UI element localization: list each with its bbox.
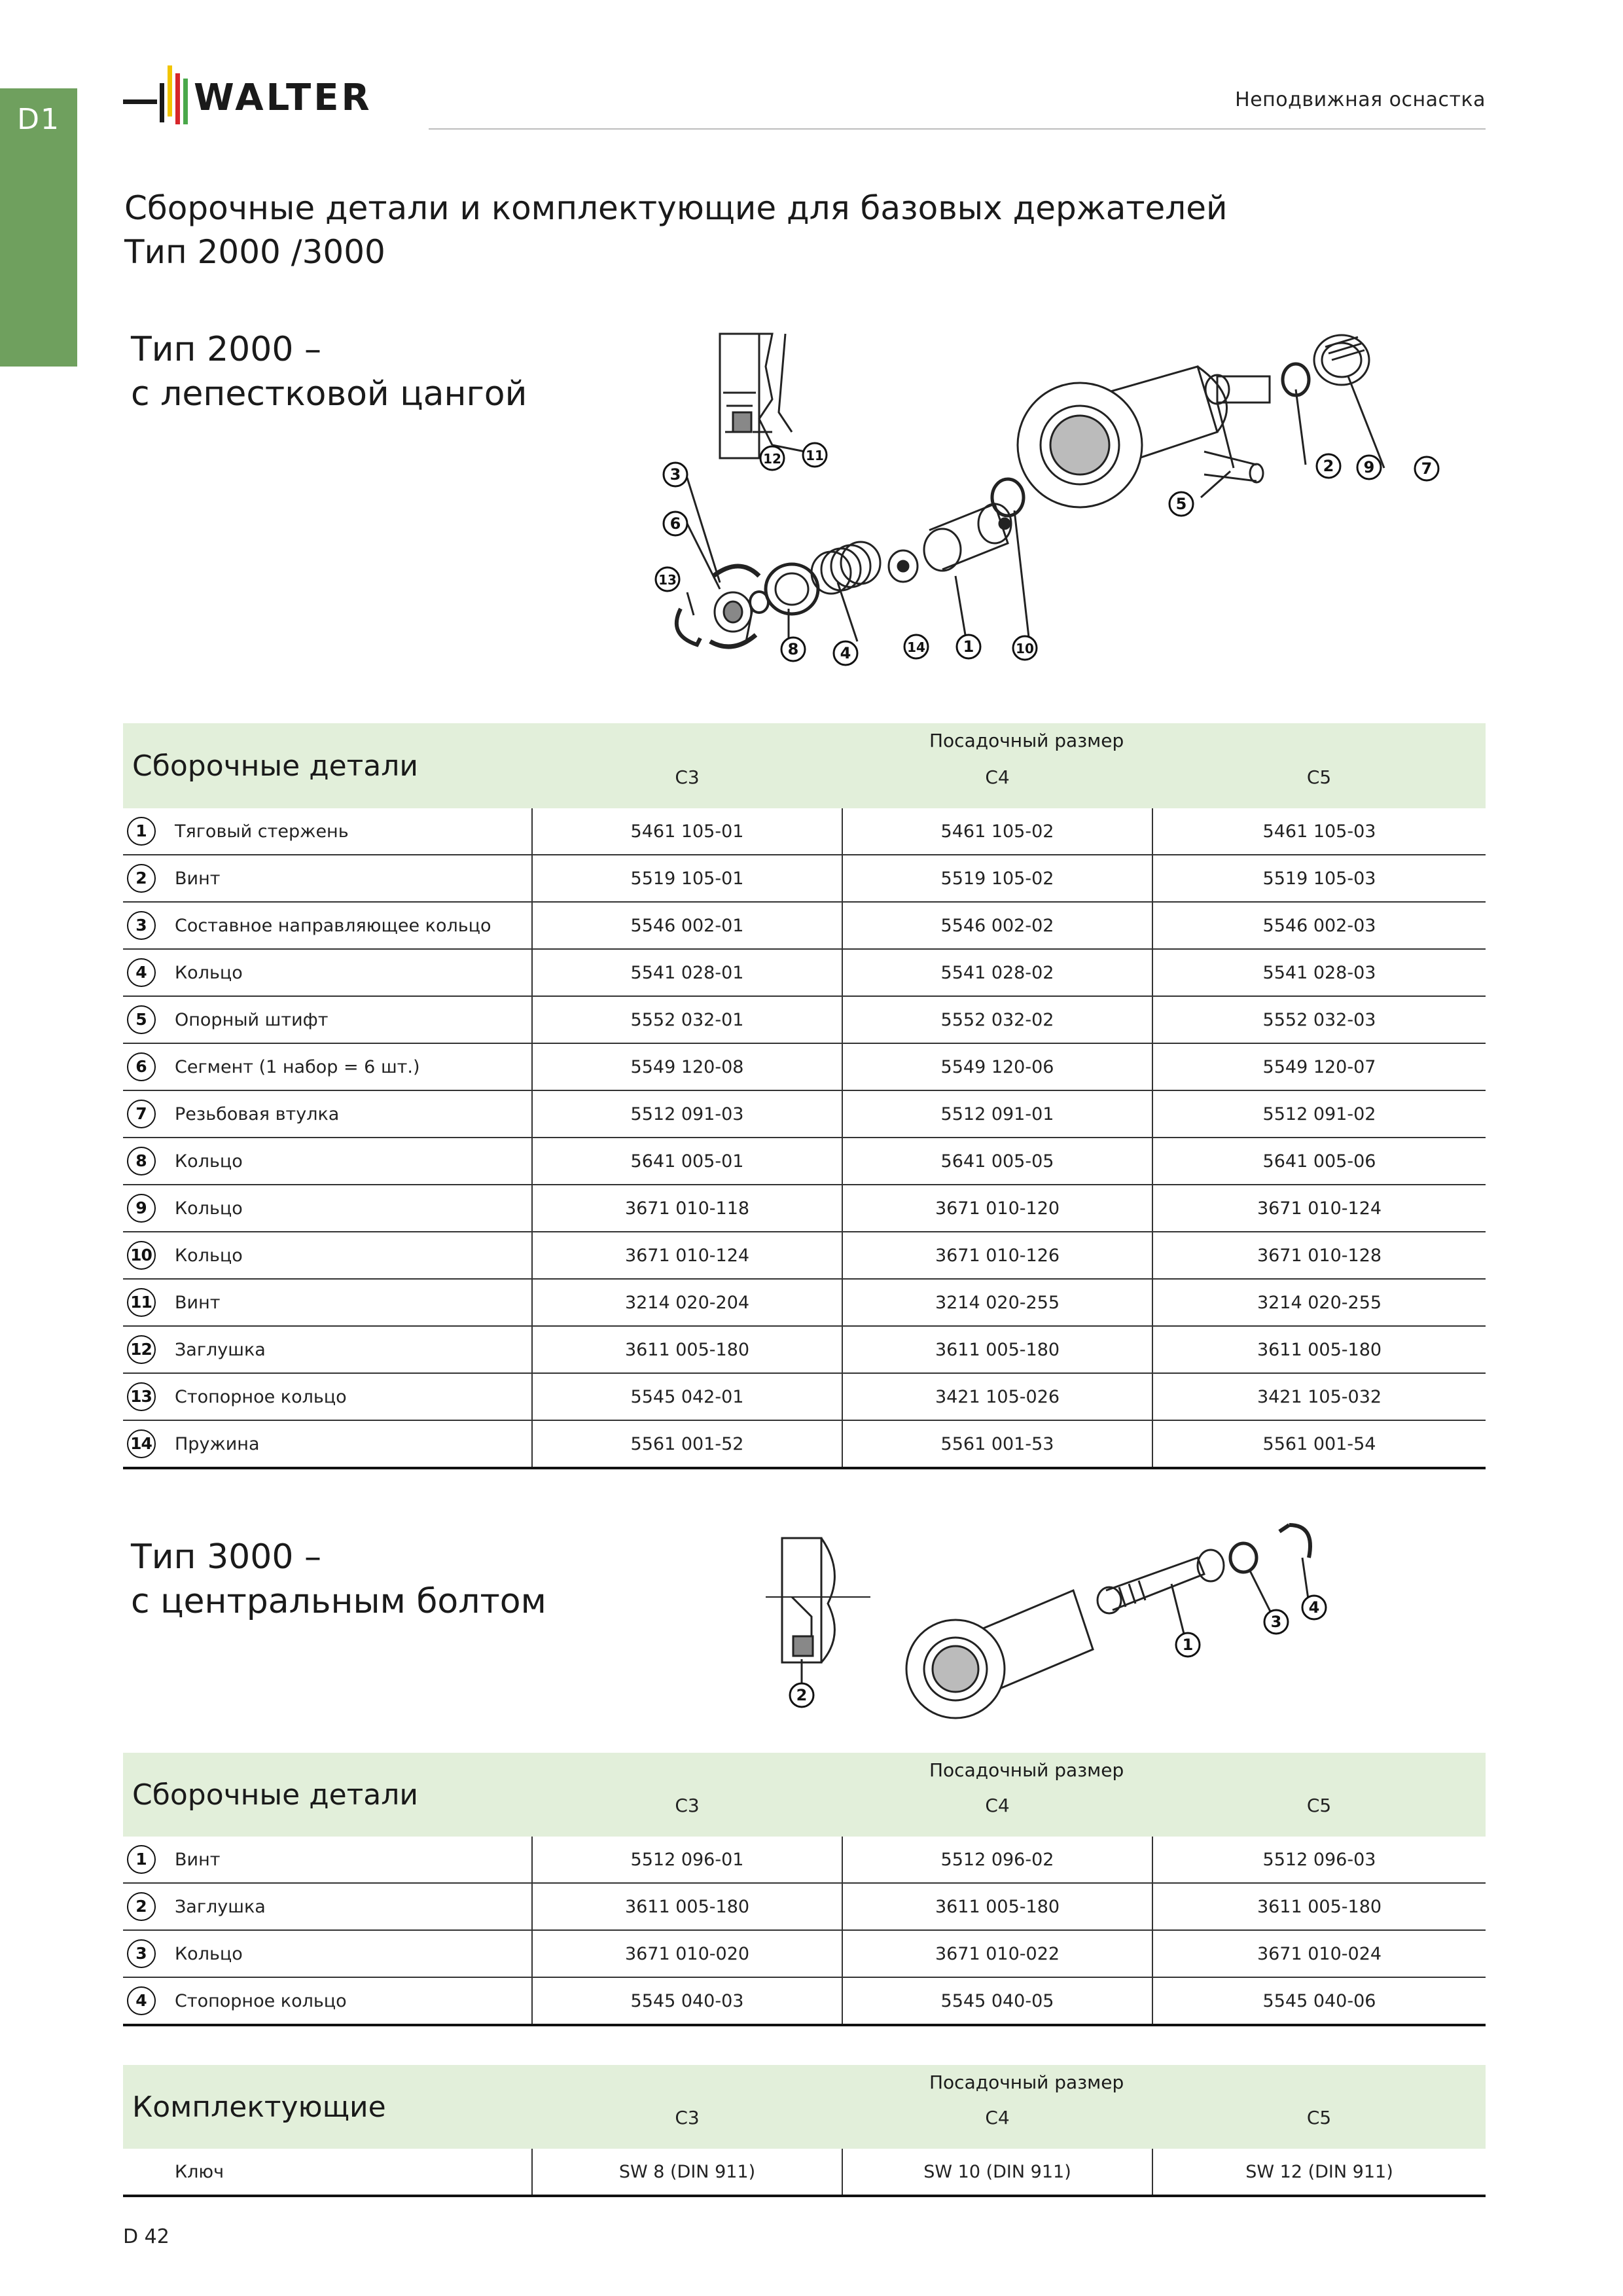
- part-name: Резьбовая втулка: [159, 1090, 532, 1138]
- item-number: [123, 1373, 159, 1420]
- page-number: D 42: [123, 2225, 169, 2248]
- part-number-c3: 5552 032-01: [532, 996, 842, 1043]
- table-row: [123, 1883, 1486, 1930]
- part-number-c5: 5561 001-54: [1152, 1420, 1486, 1468]
- svg-text:4: 4: [840, 644, 851, 662]
- table-row: [123, 1185, 1486, 1232]
- svg-text:7: 7: [1421, 459, 1433, 478]
- item-number: [123, 2149, 159, 2196]
- callout-5: [1169, 492, 1193, 516]
- type3000-parts-table: [123, 1753, 1486, 2026]
- part-number-c4: 5461 105-02: [842, 808, 1152, 855]
- size-c4: C4: [842, 1791, 1152, 1837]
- item-number-badge: 11: [127, 1288, 156, 1317]
- part-number-c5: 3611 005-180: [1152, 1883, 1486, 1930]
- svg-text:8: 8: [787, 640, 799, 658]
- item-number-badge: 2: [127, 1892, 156, 1921]
- svg-text:2: 2: [796, 1686, 808, 1704]
- part-number-c3: 3671 010-118: [532, 1185, 842, 1232]
- part-number-c4: 5545 040-05: [842, 1977, 1152, 2025]
- part-number-c5: 3214 020-255: [1152, 1279, 1486, 1326]
- callout-12: [760, 446, 784, 470]
- callout-2: [790, 1683, 813, 1707]
- item-number-badge: 1: [127, 817, 156, 846]
- type3000-title-line1: Тип 3000 –: [131, 1537, 321, 1577]
- part-number-c3: SW 8 (DIN 911): [532, 2149, 842, 2196]
- size-c5: C5: [1152, 1791, 1486, 1837]
- section-label: Неподвижная оснастка: [1235, 88, 1486, 111]
- table-row: [123, 1232, 1486, 1279]
- callout-13: [656, 567, 679, 591]
- table-row: [123, 808, 1486, 855]
- part-number-c4: 5641 005-05: [842, 1138, 1152, 1185]
- part-number-c4: 3611 005-180: [842, 1326, 1152, 1373]
- svg-text:3: 3: [1270, 1613, 1282, 1631]
- item-number-badge: 8: [127, 1147, 156, 1175]
- part-number-c4: 3671 010-022: [842, 1930, 1152, 1977]
- item-number: [123, 1326, 159, 1373]
- part-number-c3: 5512 096-01: [532, 1837, 842, 1883]
- table-row: [123, 996, 1486, 1043]
- item-number-badge: 3: [127, 1939, 156, 1968]
- page-title: [124, 187, 1227, 274]
- part-number-c5: 3671 010-128: [1152, 1232, 1486, 1279]
- item-number: [123, 1977, 159, 2025]
- table-title: Сборочные детали: [123, 723, 532, 808]
- item-number-badge: 4: [127, 1986, 156, 2015]
- part-number-c3: 5545 040-03: [532, 1977, 842, 2025]
- part-number-c3: 5519 105-01: [532, 855, 842, 902]
- table-title: Сборочные детали: [123, 1753, 532, 1837]
- part-name: Тяговый стержень: [159, 808, 532, 855]
- part-number-c4: 5549 120-06: [842, 1043, 1152, 1090]
- part-number-c3: 5512 091-03: [532, 1090, 842, 1138]
- part-number-c3: 3671 010-124: [532, 1232, 842, 1279]
- table-row: [123, 1279, 1486, 1326]
- part-name: Кольцо: [159, 1232, 532, 1279]
- table-row: [123, 1420, 1486, 1468]
- part-number-c5: 5641 005-06: [1152, 1138, 1486, 1185]
- size-c3: C3: [532, 1791, 842, 1837]
- item-number-badge: 9: [127, 1194, 156, 1223]
- callout-11: [803, 443, 827, 467]
- svg-text:4: 4: [1308, 1598, 1320, 1617]
- size-c4: C4: [842, 2103, 1152, 2149]
- size-c3: C3: [532, 762, 842, 808]
- chapter-tab-label: D1: [17, 103, 60, 136]
- logo-wordmark: WALTER: [194, 77, 372, 119]
- fit-size-label: Посадочный размер: [929, 1759, 1124, 1781]
- part-number-c3: 5549 120-08: [532, 1043, 842, 1090]
- part-name: Заглушка: [159, 1326, 532, 1373]
- size-c3: C3: [532, 2103, 842, 2149]
- svg-text:13: 13: [658, 572, 677, 588]
- table-row: [123, 1090, 1486, 1138]
- item-number: [123, 1043, 159, 1090]
- item-number: [123, 1232, 159, 1279]
- callout-3: [1264, 1610, 1288, 1634]
- part-number-c4: SW 10 (DIN 911): [842, 2149, 1152, 2196]
- svg-text:9: 9: [1363, 458, 1375, 476]
- part-number-c5: 5546 002-03: [1152, 902, 1486, 949]
- fit-size-label: Посадочный размер: [929, 730, 1124, 751]
- svg-text:3: 3: [669, 465, 681, 484]
- size-c5: C5: [1152, 2103, 1486, 2149]
- part-number-c3: 5461 105-01: [532, 808, 842, 855]
- svg-text:12: 12: [763, 451, 781, 467]
- table-row: [123, 855, 1486, 902]
- part-number-c3: 3214 020-204: [532, 1279, 842, 1326]
- item-number-badge: 14: [127, 1429, 156, 1458]
- part-number-c5: 5461 105-03: [1152, 808, 1486, 855]
- table-row: [123, 1977, 1486, 2025]
- callout-8: [781, 637, 805, 661]
- table-row: [123, 1043, 1486, 1090]
- part-name: Кольцо: [159, 1930, 532, 1977]
- page-title-line2: Тип 2000 /3000: [124, 233, 385, 271]
- chapter-tab: [0, 88, 77, 367]
- item-number: [123, 1420, 159, 1468]
- part-number-c4: 5541 028-02: [842, 949, 1152, 996]
- item-number: [123, 1279, 159, 1326]
- svg-text:1: 1: [1182, 1636, 1194, 1654]
- callout-3: [664, 463, 687, 486]
- callout-4: [834, 641, 857, 665]
- svg-text:10: 10: [1016, 641, 1034, 656]
- part-number-c3: 3611 005-180: [532, 1883, 842, 1930]
- item-number: [123, 855, 159, 902]
- svg-text:6: 6: [669, 514, 681, 533]
- item-number: [123, 1185, 159, 1232]
- item-number-badge: 10: [127, 1241, 156, 1270]
- callout-1: [957, 635, 980, 658]
- part-number-c4: 3671 010-120: [842, 1185, 1152, 1232]
- header-divider: [429, 128, 1486, 130]
- part-name: Пружина: [159, 1420, 532, 1468]
- callout-1: [1176, 1633, 1200, 1657]
- part-number-c4: 5519 105-02: [842, 855, 1152, 902]
- part-number-c5: 5512 096-03: [1152, 1837, 1486, 1883]
- part-number-c3: 5641 005-01: [532, 1138, 842, 1185]
- part-number-c5: 5519 105-03: [1152, 855, 1486, 902]
- table-row: [123, 1326, 1486, 1373]
- svg-text:1: 1: [963, 637, 974, 656]
- part-number-c3: 5561 001-52: [532, 1420, 842, 1468]
- part-number-c5: SW 12 (DIN 911): [1152, 2149, 1486, 2196]
- callout-9: [1357, 456, 1381, 479]
- part-name: Винт: [159, 855, 532, 902]
- table-row: [123, 949, 1486, 996]
- part-number-c3: 3611 005-180: [532, 1326, 842, 1373]
- type3000-title-line2: с центральным болтом: [131, 1582, 546, 1621]
- callout-10: [1013, 636, 1037, 660]
- part-number-c5: 5545 040-06: [1152, 1977, 1486, 2025]
- part-name: Заглушка: [159, 1883, 532, 1930]
- part-name: Сегмент (1 набор = 6 шт.): [159, 1043, 532, 1090]
- part-name: Опорный штифт: [159, 996, 532, 1043]
- type2000-title: [131, 327, 527, 416]
- item-number-badge: 12: [127, 1335, 156, 1364]
- part-number-c4: 5512 091-01: [842, 1090, 1152, 1138]
- fit-size-label: Посадочный размер: [929, 2072, 1124, 2093]
- part-number-c3: 3671 010-020: [532, 1930, 842, 1977]
- part-number-c4: 3214 020-255: [842, 1279, 1152, 1326]
- part-name: Ключ: [159, 2149, 532, 2196]
- part-number-c4: 5552 032-02: [842, 996, 1152, 1043]
- item-number: [123, 1138, 159, 1185]
- item-number: [123, 1837, 159, 1883]
- svg-text:2: 2: [1323, 457, 1334, 475]
- item-number-badge: 13: [127, 1382, 156, 1411]
- callout-7: [1415, 457, 1438, 480]
- part-number-c4: 5561 001-53: [842, 1420, 1152, 1468]
- part-number-c5: 3671 010-024: [1152, 1930, 1486, 1977]
- size-c4: C4: [842, 762, 1152, 808]
- part-name: Винт: [159, 1837, 532, 1883]
- part-number-c4: 5546 002-02: [842, 902, 1152, 949]
- part-number-c4: 3671 010-126: [842, 1232, 1152, 1279]
- callout-6: [664, 512, 687, 535]
- part-number-c5: 5552 032-03: [1152, 996, 1486, 1043]
- item-number-badge: 4: [127, 958, 156, 987]
- item-number-badge: 1: [127, 1845, 156, 1874]
- item-number-badge: 7: [127, 1100, 156, 1128]
- part-number-c3: 5545 042-01: [532, 1373, 842, 1420]
- item-number-badge: 2: [127, 864, 156, 893]
- walter-logo: [123, 60, 404, 132]
- part-number-c5: 5541 028-03: [1152, 949, 1486, 996]
- item-number: [123, 1090, 159, 1138]
- part-number-c5: 3421 105-032: [1152, 1373, 1486, 1420]
- part-number-c3: 5541 028-01: [532, 949, 842, 996]
- table-row: [123, 902, 1486, 949]
- part-name: Стопорное кольцо: [159, 1373, 532, 1420]
- item-number: [123, 1883, 159, 1930]
- accessories-table: [123, 2065, 1486, 2197]
- part-name: Стопорное кольцо: [159, 1977, 532, 2025]
- part-number-c5: 3611 005-180: [1152, 1326, 1486, 1373]
- table-row: [123, 1930, 1486, 1977]
- type2000-title-line1: Тип 2000 –: [131, 330, 321, 369]
- type2000-parts-table: [123, 723, 1486, 1469]
- part-name: Кольцо: [159, 949, 532, 996]
- page-title-line1: Сборочные детали и комплектующие для базовых держателей: [124, 189, 1228, 227]
- item-number-badge: 3: [127, 911, 156, 940]
- part-number-c5: 5549 120-07: [1152, 1043, 1486, 1090]
- table-title: Комплектующие: [123, 2065, 532, 2149]
- part-number-c4: 3611 005-180: [842, 1883, 1152, 1930]
- callout-4: [1302, 1596, 1326, 1619]
- type3000-exploded-diagram: [753, 1505, 1342, 1728]
- part-name: Кольцо: [159, 1138, 532, 1185]
- detail-inset-body: [720, 334, 759, 458]
- svg-text:14: 14: [907, 639, 925, 655]
- part-number-c4: 5512 096-02: [842, 1837, 1152, 1883]
- size-c5: C5: [1152, 762, 1486, 808]
- callout-14: [904, 635, 928, 658]
- svg-text:11: 11: [806, 448, 824, 463]
- callout-2: [1317, 454, 1340, 478]
- part-number-c5: 3671 010-124: [1152, 1185, 1486, 1232]
- part-number-c4: 3421 105-026: [842, 1373, 1152, 1420]
- part-name: Кольцо: [159, 1185, 532, 1232]
- part-name: Составное направляющее кольцо: [159, 902, 532, 949]
- item-number-badge: 6: [127, 1052, 156, 1081]
- table-row: [123, 1373, 1486, 1420]
- table-row: [123, 1837, 1486, 1883]
- table-row: [123, 2149, 1486, 2196]
- part-number-c5: 5512 091-02: [1152, 1090, 1486, 1138]
- part-name: Винт: [159, 1279, 532, 1326]
- item-number-badge: 5: [127, 1005, 156, 1034]
- table-row: [123, 1138, 1486, 1185]
- type2000-exploded-diagram: [641, 314, 1486, 681]
- item-number: [123, 996, 159, 1043]
- item-number: [123, 902, 159, 949]
- item-number: [123, 949, 159, 996]
- part-number-c3: 5546 002-01: [532, 902, 842, 949]
- type3000-title: [131, 1535, 546, 1624]
- item-number: [123, 808, 159, 855]
- svg-text:5: 5: [1175, 495, 1187, 513]
- type2000-title-line2: с лепестковой цангой: [131, 374, 527, 414]
- item-number: [123, 1930, 159, 1977]
